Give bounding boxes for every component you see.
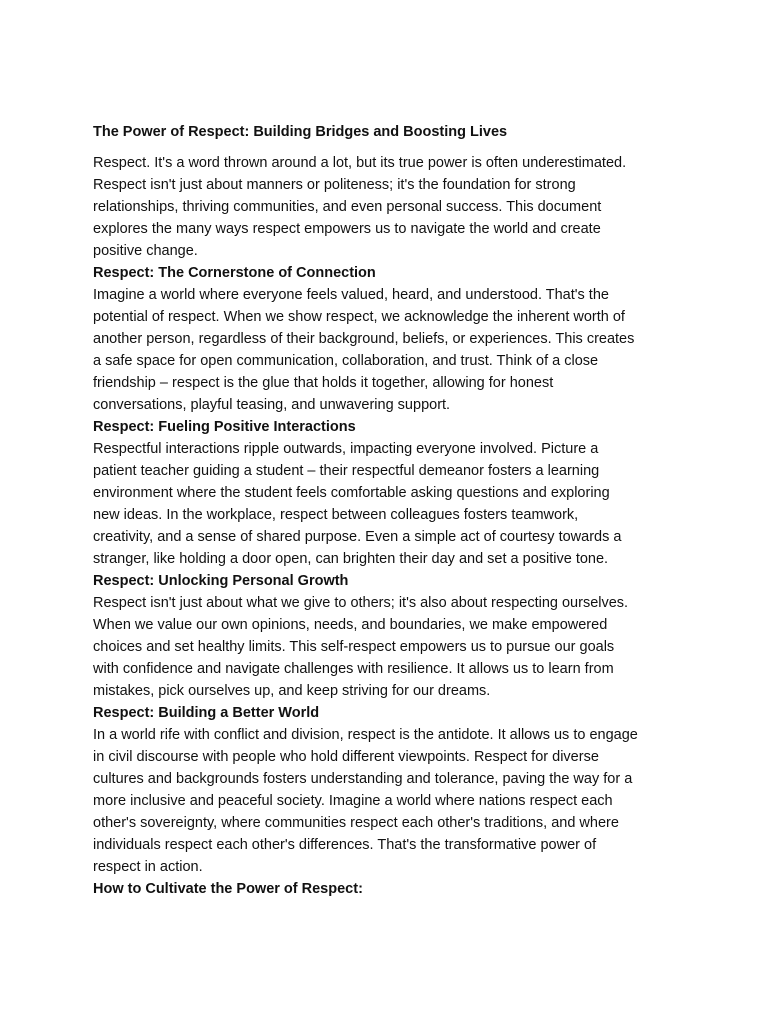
paragraph-line: Respect isn't just about manners or politeness; it's the foundation for strong [93, 177, 576, 193]
paragraph-line: more inclusive and peaceful society. Imagine a world where nations respect each [93, 793, 613, 809]
paragraph-line: another person, regardless of their background, beliefs, or experiences. This creates [93, 331, 635, 347]
paragraph-line: with confidence and navigate challenges with resilience. It allows us to learn from [93, 661, 614, 677]
document-body [93, 121, 683, 900]
paragraph-line: Respect isn't just about what we give to others; it's also about respecting ourselves. [93, 595, 629, 611]
section-heading-better-world: Respect: Building a Better World [93, 705, 320, 721]
paragraph-line: patient teacher guiding a student – their respectful demeanor fosters a learning [93, 463, 600, 479]
section-paragraph-connection [93, 284, 683, 416]
paragraph-line: cultures and backgrounds fosters understanding and tolerance, paving the way for a [93, 771, 633, 787]
document-title: The Power of Respect: Building Bridges and Boosting Lives [93, 124, 508, 140]
section-heading-growth: Respect: Unlocking Personal Growth [93, 573, 349, 589]
paragraph-line: explores the many ways respect empowers us to navigate the world and create [93, 221, 601, 237]
section-paragraph-interactions [93, 438, 683, 570]
paragraph-line: other's sovereignty, where communities respect each other's traditions, and where [93, 815, 619, 831]
paragraph-line: new ideas. In the workplace, respect between colleagues fosters teamwork, [93, 507, 579, 523]
paragraph-line: stranger, like holding a door open, can brighten their day and set a positive tone. [93, 551, 609, 567]
section-paragraph-growth [93, 592, 683, 702]
paragraph-line: respect in action. [93, 859, 203, 875]
paragraph-line: individuals respect each other's differences. That's the transformative power of [93, 837, 597, 853]
paragraph-line: When we value our own opinions, needs, and boundaries, we make empowered [93, 617, 608, 633]
section-heading-connection: Respect: The Cornerstone of Connection [93, 265, 376, 281]
paragraph-line: In a world rife with conflict and division, respect is the antidote. It allows us to engage [93, 727, 638, 743]
paragraph-line: conversations, playful teasing, and unwavering support. [93, 397, 451, 413]
paragraph-line: in civil discourse with people who hold different viewpoints. Respect for diverse [93, 749, 599, 765]
paragraph-line: potential of respect. When we show respect, we acknowledge the inherent worth of [93, 309, 625, 325]
paragraph-line: friendship – respect is the glue that holds it together, allowing for honest [93, 375, 554, 391]
paragraph-line: Respect. It's a word thrown around a lot, but its true power is often underestimated. [93, 155, 627, 171]
section-heading-interactions: Respect: Fueling Positive Interactions [93, 419, 356, 435]
paragraph-line: positive change. [93, 243, 198, 259]
paragraph-line: relationships, thriving communities, and even personal success. This document [93, 199, 602, 215]
paragraph-line: choices and set healthy limits. This self-respect empowers us to pursue our goals [93, 639, 615, 655]
section-paragraph-better-world [93, 724, 683, 878]
closing-heading: How to Cultivate the Power of Respect: [93, 881, 363, 897]
intro-paragraph [93, 152, 683, 262]
paragraph-line: Respectful interactions ripple outwards, impacting everyone involved. Picture a [93, 441, 599, 457]
paragraph-line: environment where the student feels comfortable asking questions and exploring [93, 485, 610, 501]
paragraph-line: Imagine a world where everyone feels valued, heard, and understood. That's the [93, 287, 609, 303]
paragraph-line: creativity, and a sense of shared purpose. Even a simple act of courtesy towards a [93, 529, 622, 545]
paragraph-line: mistakes, pick ourselves up, and keep striving for our dreams. [93, 683, 491, 699]
paragraph-line: a safe space for open communication, collaboration, and trust. Think of a close [93, 353, 599, 369]
